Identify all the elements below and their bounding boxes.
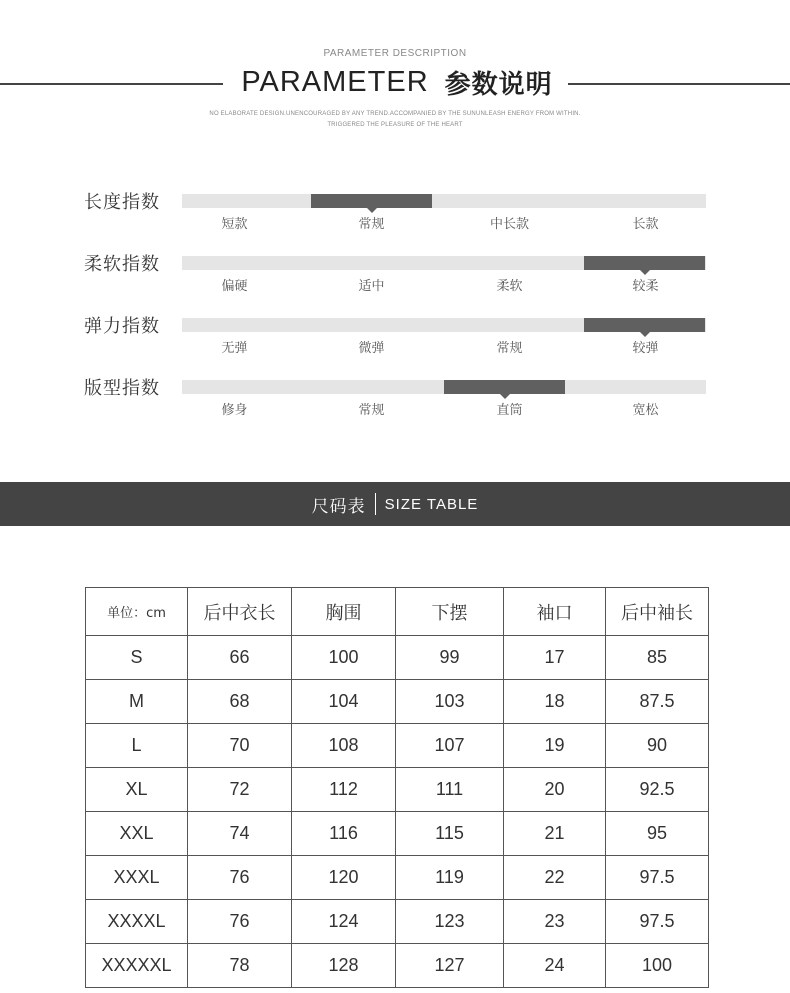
table-cell: 66 (188, 636, 292, 680)
table-cell: 19 (504, 724, 606, 768)
param-option: 宽松 (632, 403, 659, 418)
table-row (86, 636, 709, 680)
table-cell: 24 (504, 944, 606, 988)
size-table (85, 587, 709, 988)
param-option: 长款 (632, 217, 659, 232)
param-bar-track (182, 194, 706, 208)
param-label: 弹力指数 (84, 316, 160, 337)
table-cell: 111 (396, 768, 504, 812)
param-label: 柔软指数 (84, 254, 160, 275)
table-header-row (86, 588, 709, 636)
table-cell: 87.5 (606, 680, 709, 724)
param-label: 版型指数 (84, 378, 160, 399)
table-cell: 124 (292, 900, 396, 944)
size-table-banner (0, 482, 790, 526)
param-row-elasticity (0, 312, 790, 356)
header-title (232, 62, 562, 102)
table-cell: M (86, 680, 188, 724)
table-cell: 21 (504, 812, 606, 856)
param-option: 修身 (221, 403, 248, 418)
param-option: 微弹 (358, 341, 385, 356)
table-cell: 68 (188, 680, 292, 724)
table-cell: 78 (188, 944, 292, 988)
param-row-softness (0, 250, 790, 294)
table-cell: 76 (188, 856, 292, 900)
param-bar-indicator (584, 318, 705, 332)
table-cell: 18 (504, 680, 606, 724)
param-option: 柔软 (496, 279, 523, 294)
param-bar-indicator (584, 256, 705, 270)
param-option: 无弹 (221, 341, 248, 356)
table-cell: XL (86, 768, 188, 812)
table-row (86, 856, 709, 900)
table-cell: 107 (396, 724, 504, 768)
table-cell: XXL (86, 812, 188, 856)
header-tagline-2: TRIGGERED THE PLEASURE OF THE HEART (327, 122, 463, 128)
param-bar-track (182, 318, 706, 332)
param-option: 较柔 (632, 279, 659, 294)
param-row-fit (0, 374, 790, 418)
param-option: 偏硬 (221, 279, 248, 294)
param-option: 较弹 (632, 341, 659, 356)
size-table-title-en: SIZE TABLE (384, 495, 479, 513)
column-header: 袖口 (504, 588, 606, 636)
table-row (86, 812, 709, 856)
table-row (86, 900, 709, 944)
table-cell: 127 (396, 944, 504, 988)
table-row (86, 724, 709, 768)
table-cell: 103 (396, 680, 504, 724)
param-bar-track (182, 256, 706, 270)
table-cell: 95 (606, 812, 709, 856)
table-cell: 97.5 (606, 900, 709, 944)
table-cell: L (86, 724, 188, 768)
table-row (86, 768, 709, 812)
table-cell: 112 (292, 768, 396, 812)
table-cell: 17 (504, 636, 606, 680)
table-cell: 85 (606, 636, 709, 680)
table-cell: 97.5 (606, 856, 709, 900)
column-header: 胸围 (292, 588, 396, 636)
table-cell: 100 (606, 944, 709, 988)
table-cell: 70 (188, 724, 292, 768)
table-cell: XXXXXL (86, 944, 188, 988)
header-rule-right (568, 83, 790, 85)
param-label: 长度指数 (84, 192, 160, 213)
header-rule-left (0, 83, 223, 85)
param-bar-track (182, 380, 706, 394)
parameter-header (0, 0, 790, 140)
param-option: 短款 (221, 217, 248, 232)
param-option: 常规 (496, 341, 523, 356)
column-header: 后中衣长 (188, 588, 292, 636)
param-option: 适中 (358, 279, 385, 294)
column-header: 后中袖长 (606, 588, 709, 636)
table-cell: 116 (292, 812, 396, 856)
table-cell: 108 (292, 724, 396, 768)
table-cell: 104 (292, 680, 396, 724)
table-cell: 92.5 (606, 768, 709, 812)
param-option: 直筒 (496, 403, 523, 418)
table-cell: 119 (396, 856, 504, 900)
table-cell: 72 (188, 768, 292, 812)
table-cell: 120 (292, 856, 396, 900)
table-cell: 115 (396, 812, 504, 856)
header-tagline: NO ELABORATE DESIGN.UNENCOURAGED BY ANY TREND.ACCOMPANIED BY THE SUNUNLEASH ENERGY FROM WITHIN. (209, 111, 581, 117)
table-cell: 123 (396, 900, 504, 944)
param-option: 常规 (358, 217, 385, 232)
param-bar-indicator (311, 194, 432, 208)
table-cell: 128 (292, 944, 396, 988)
param-bar-indicator (444, 380, 565, 394)
table-cell: XXXXL (86, 900, 188, 944)
table-cell: 20 (504, 768, 606, 812)
table-row (86, 680, 709, 724)
header-subtitle: PARAMETER DESCRIPTION (323, 48, 467, 59)
table-cell: 90 (606, 724, 709, 768)
banner-divider (375, 493, 376, 515)
param-option: 中长款 (489, 217, 529, 232)
table-cell: 76 (188, 900, 292, 944)
size-table-title-cn: 尺码表 (311, 496, 366, 517)
param-option: 常规 (358, 403, 385, 418)
table-cell: XXXL (86, 856, 188, 900)
header-title-cn: 参数说明 (444, 69, 553, 100)
param-row-length (0, 188, 790, 232)
table-cell: 100 (292, 636, 396, 680)
table-cell: 22 (504, 856, 606, 900)
table-cell: 99 (396, 636, 504, 680)
table-cell: 74 (188, 812, 292, 856)
table-cell: 23 (504, 900, 606, 944)
header-title-en: PARAMETER (241, 65, 429, 98)
column-header: 单位：cm (86, 588, 188, 636)
table-row (86, 944, 709, 988)
column-header: 下摆 (396, 588, 504, 636)
table-cell: S (86, 636, 188, 680)
